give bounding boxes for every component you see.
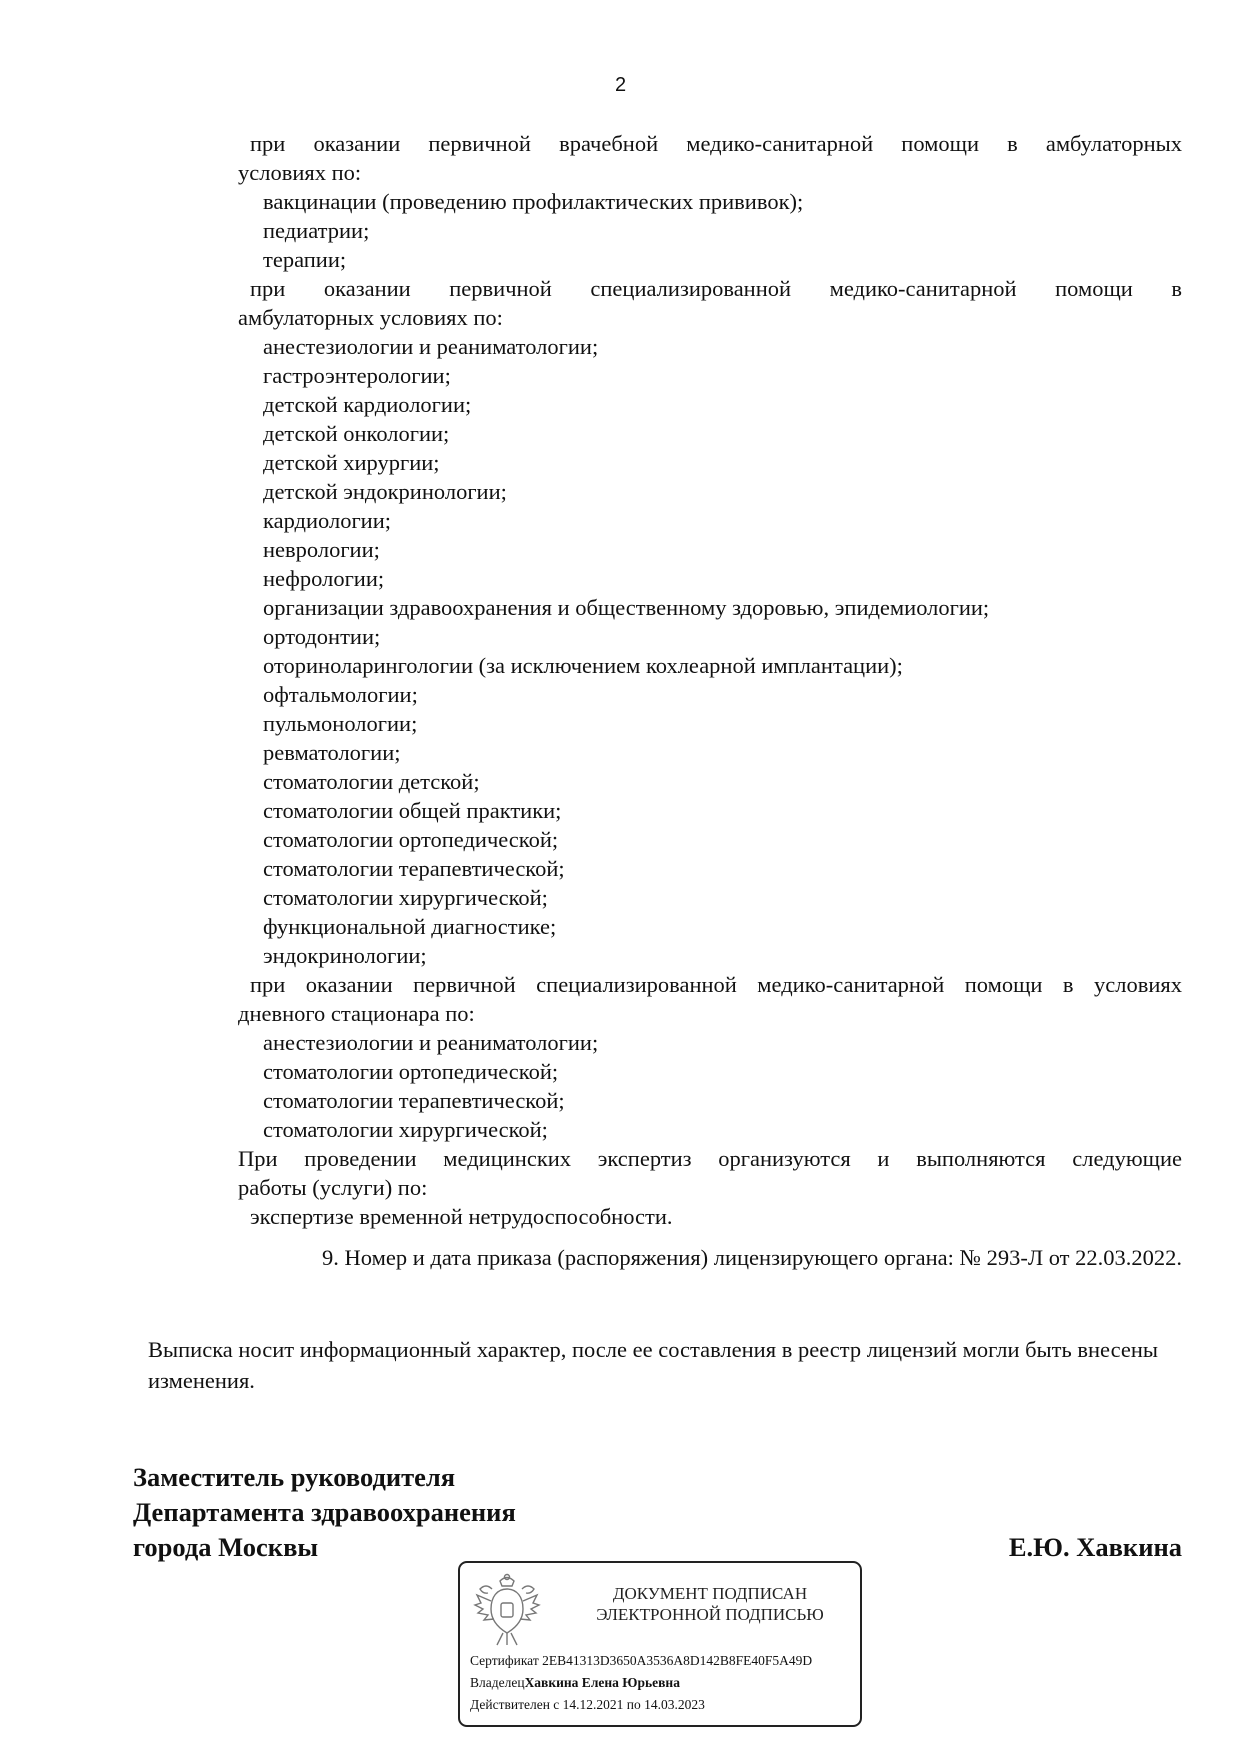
certificate-label: Сертификат xyxy=(470,1653,539,1668)
signatory-title-line: Заместитель руководителя xyxy=(133,1462,456,1492)
license-activities-list xyxy=(238,129,1182,1231)
list-item: ревматологии; xyxy=(263,740,401,765)
list-item: оториноларингологии (за исключением кохлеарной имплантации); xyxy=(263,653,903,678)
disclaimer-note: Выписка носит информационный характер, после ее составления в реестр лицензий могли быть внесены изменения. xyxy=(148,1337,1159,1393)
list-item: стоматологии терапевтической; xyxy=(263,856,565,881)
list-item: стоматологии детской; xyxy=(263,769,480,794)
list-item: нефрологии; xyxy=(263,566,385,591)
paragraph-line: при оказании первичной специализированной медико-санитарной помощи в условиях xyxy=(250,972,1182,997)
owner-value: Хавкина Елена Юрьевна xyxy=(524,1675,680,1690)
stamp-heading xyxy=(560,1583,860,1625)
double-headed-eagle-emblem-icon xyxy=(472,1571,542,1649)
list-item: неврологии; xyxy=(263,537,380,562)
list-item: экспертизе временной нетрудоспособности. xyxy=(250,1204,673,1229)
paragraph-line: амбулаторных условиях по: xyxy=(238,305,503,330)
paragraph-line: дневного стационара по: xyxy=(238,1001,475,1026)
list-item: стоматологии хирургической; xyxy=(263,885,548,910)
list-item: стоматологии хирургической; xyxy=(263,1117,548,1142)
list-item: детской эндокринологии; xyxy=(263,479,507,504)
certificate-line xyxy=(470,1653,812,1669)
stamp-heading-line: ЭЛЕКТРОННОЙ ПОДПИСЬЮ xyxy=(596,1605,824,1624)
list-item: терапии; xyxy=(263,247,347,272)
owner-line xyxy=(470,1675,680,1691)
list-item: кардиологии; xyxy=(263,508,392,533)
list-item: анестезиологии и реаниматологии; xyxy=(263,334,599,359)
list-item: вакцинации (проведению профилактических прививок); xyxy=(263,189,804,214)
list-item: детской хирургии; xyxy=(263,450,440,475)
paragraph-line: работы (услуги) по: xyxy=(238,1175,428,1200)
paragraph-line: условиях по: xyxy=(238,160,362,185)
validity-line: Действителен с 14.12.2021 по 14.03.2023 xyxy=(470,1697,705,1712)
owner-label: Владелец xyxy=(470,1675,525,1690)
list-item: гастроэнтерологии; xyxy=(263,363,451,388)
list-item: функциональной диагностике; xyxy=(263,914,557,939)
signatory-title-line: Департамента здравоохранения xyxy=(133,1497,516,1527)
paragraph-line: при оказании первичной врачебной медико-санитарной помощи в амбулаторных xyxy=(250,131,1182,156)
paragraph-line: При проведении медицинских экспертиз организуются и выполняются следующие xyxy=(238,1146,1182,1171)
list-item: детской кардиологии; xyxy=(263,392,472,417)
list-item: детской онкологии; xyxy=(263,421,450,446)
license-order-item: 9. Номер и дата приказа (распоряжения) лицензирующего органа: № 293-Л от 22.03.2022. xyxy=(322,1245,1182,1270)
stamp-heading-line: ДОКУМЕНТ ПОДПИСАН xyxy=(612,1584,808,1603)
signatory-title xyxy=(133,1460,516,1565)
list-item: организации здравоохранения и общественному здоровью, эпидемиологии; xyxy=(263,595,990,620)
electronic-signature-stamp xyxy=(458,1561,862,1727)
list-item: ортодонтии; xyxy=(263,624,381,649)
list-item: офтальмологии; xyxy=(263,682,418,707)
list-item: стоматологии ортопедической; xyxy=(263,1059,559,1084)
page-number: 2 xyxy=(614,74,627,96)
paragraph-line: при оказании первичной специализированной медико-санитарной помощи в xyxy=(250,276,1182,301)
signatory-title-line: города Москвы xyxy=(133,1532,319,1562)
list-item: стоматологии ортопедической; xyxy=(263,827,559,852)
list-item: эндокринологии; xyxy=(263,943,427,968)
certificate-value: 2EB41313D3650A3536A8D142B8FE40F5A49D xyxy=(542,1653,813,1668)
list-item: педиатрии; xyxy=(263,218,370,243)
list-item: стоматологии терапевтической; xyxy=(263,1088,565,1113)
signatory-name: Е.Ю. Хавкина xyxy=(1008,1532,1182,1562)
list-item: анестезиологии и реаниматологии; xyxy=(263,1030,599,1055)
list-item: стоматологии общей практики; xyxy=(263,798,562,823)
list-item: пульмонологии; xyxy=(263,711,418,736)
